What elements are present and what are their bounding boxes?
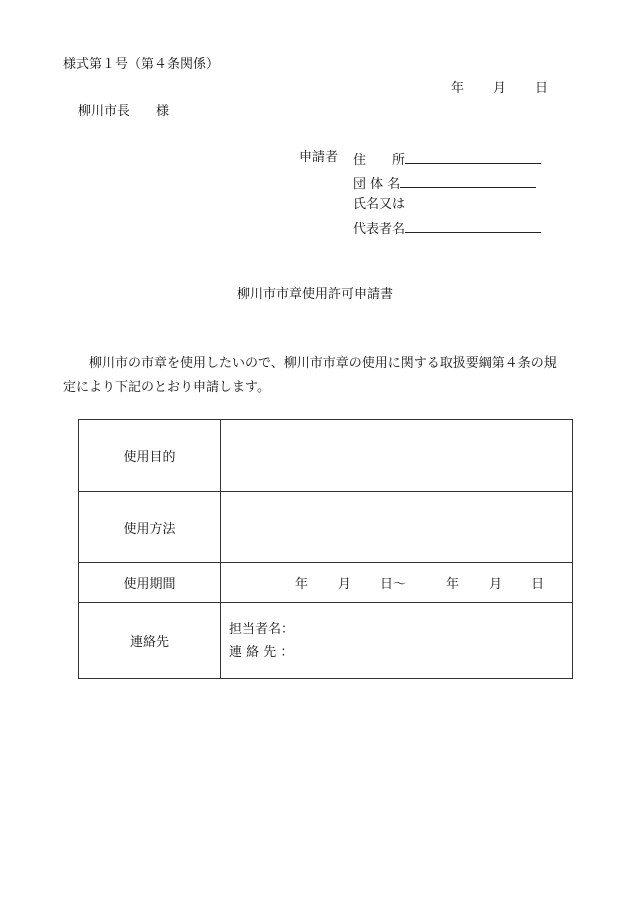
period-label: 使用期間 [79,563,221,603]
address-field [353,150,541,169]
name-or-label: 氏名又は [353,197,406,212]
method-input-cell[interactable] [221,492,573,563]
representative-field [353,219,541,238]
person-in-charge-label: 担当者名： [229,621,295,637]
period-year-start: 年 [295,577,309,592]
date-month: 月 [493,81,507,96]
group-name-field [353,174,536,193]
document-title: 柳川市市章使用許可申請書 [236,287,393,302]
table-row-period [79,563,573,603]
purpose-input-cell[interactable] [221,420,573,492]
group-name-label: 団 体 名 [353,177,401,192]
table-row-purpose [79,420,573,492]
date-line [451,81,548,97]
date-year: 年 [451,81,465,96]
period-day-start: 日～ [380,577,407,592]
contact-label: 連絡先 [79,603,221,679]
application-table [78,419,573,679]
table-row-contact [79,603,573,679]
period-year-end: 年 [446,577,460,592]
address-label: 住 所 [353,153,406,168]
method-label: 使用方法 [79,492,221,563]
table-row-method [79,492,573,563]
date-day: 日 [535,81,549,96]
body-text: 柳川市の市章を使用したいので、柳川市市章の使用に関する取扱要綱第４条の規定により下記のとおり申請します。 [63,356,557,395]
form-number: 様式第１号（第４条関係） [63,57,220,72]
contact-info-label: 連 絡 先 ： [229,644,294,660]
contact-input-cell[interactable] [221,603,573,679]
period-month-start: 月 [338,577,352,592]
address-input-line[interactable] [405,150,541,164]
group-name-input-line[interactable] [400,174,536,188]
period-input-cell[interactable] [221,563,573,603]
representative-input-line[interactable] [405,219,541,233]
period-day-end: 日 [531,577,545,592]
period-month-end: 月 [489,577,503,592]
applicant-label: 申請者 [299,150,339,165]
addressee: 柳川市長 様 [78,104,170,119]
representative-label: 代表者名 [353,222,406,237]
purpose-label: 使用目的 [79,420,221,492]
